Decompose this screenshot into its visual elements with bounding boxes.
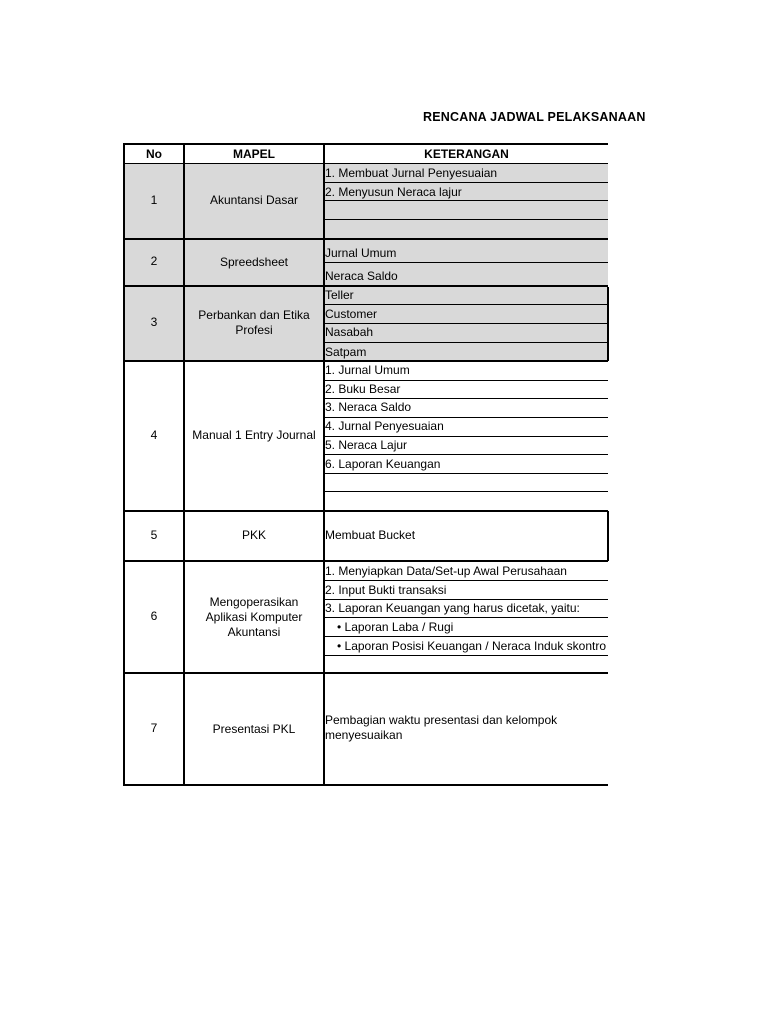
row-4-line-5 [325,454,608,455]
row-6-no: 6 [150,609,158,623]
row-6-keterangan-3: 3. Laporan Keuangan yang harus dicetak, yaitu: [325,601,580,615]
row-6-line-3 [325,617,608,618]
row-2-keterangan-1: Jurnal Umum [325,246,397,260]
row-1-no: 1 [150,193,158,207]
row-3-no: 3 [150,315,158,329]
table-left-border [123,143,125,786]
row-2-line-1 [325,262,608,263]
row-4-keterangan-2: 2. Buku Besar [325,382,401,396]
row-5-no: 5 [150,528,158,542]
row-4-line-3 [325,417,608,418]
row-6-keterangan-5: • Laporan Posisi Keuangan / Neraca Induk skontro [337,639,607,653]
row-4-bottom-border [123,510,608,512]
row-2-bottom-border [123,285,608,287]
row-1-mapel: Akuntansi Dasar [209,193,299,207]
row-6-keterangan-1: 1. Menyiapkan Data/Set-up Awal Perusahaan [325,564,567,578]
row-4-keterangan-5: 5. Neraca Lajur [325,438,408,452]
row-1-line-3 [325,219,608,220]
header-no: No [146,147,162,161]
row-4-no: 4 [150,428,158,442]
row-3-keterangan-2: Customer [325,307,378,321]
row-1-bottom-border [123,238,608,240]
row-5-mapel: PKK [241,528,266,542]
row-5-bottom-border [123,560,608,562]
row-3-mapel-line-2: Profesi [235,323,273,337]
row-6-keterangan-4: • Laporan Laba / Rugi [337,620,454,634]
row-2-mapel: Spreedsheet [219,255,289,269]
row-3-line-2 [325,323,608,324]
row-4-line-6 [325,473,608,474]
row-2-no: 2 [150,254,158,268]
table-bottom-border [123,784,608,786]
row-3-line-1 [325,304,608,305]
row-3-keterangan-1: Teller [325,288,354,302]
row-6-line-2 [325,599,608,600]
row-4-line-7 [325,491,608,492]
row-2-keterangan-2: Neraca Saldo [325,269,398,283]
row-7-keterangan-2: menyesuaikan [325,728,403,742]
row-3-keterangan-3: Nasabah [325,325,374,339]
row-3-line-3 [325,342,608,343]
row-3-keterangan-4: Satpam [325,345,367,359]
row-3-mapel-line-1: Perbankan dan Etika [198,308,310,322]
row-7-no: 7 [150,721,158,735]
row-4-keterangan-1: 1. Jurnal Umum [325,363,410,377]
row-4-keterangan-3: 3. Neraca Saldo [325,400,412,414]
row-3-bottom-border [123,360,608,362]
row-7-mapel: Presentasi PKL [212,722,296,736]
row-6-line-4 [325,636,608,637]
row-6-mapel-line-1: Mengoperasikan [209,595,299,609]
header-keterangan: KETERANGAN [424,147,509,161]
row-4-keterangan-6: 6. Laporan Keuangan [325,457,441,471]
row-6-line-5 [325,655,608,656]
row-1-keterangan-1: 1. Membuat Jurnal Penyesuaian [325,166,498,180]
row-7-keterangan-1: Pembagian waktu presentasi dan kelompok [325,713,558,727]
row-6-bottom-border [123,672,608,674]
column-divider-no [183,143,185,786]
row-1-keterangan-2: 2. Menyusun Neraca lajur [325,185,462,199]
page-title: RENCANA JADWAL PELAKSANAAN [423,110,646,124]
row-1-line-1 [325,182,608,183]
row-4-line-1 [325,380,608,381]
row-4-line-4 [325,436,608,437]
row-6-mapel-line-3: Akuntansi [227,625,281,639]
row-6-line-1 [325,580,608,581]
row-6-keterangan-2: 2. Input Bukti transaksi [325,583,447,597]
row-1-line-2 [325,200,608,201]
header-mapel: MAPEL [233,147,275,161]
row-6-mapel-line-2: Aplikasi Komputer [205,610,303,624]
row-4-line-2 [325,398,608,399]
row-5-keterangan-1: Membuat Bucket [325,528,416,542]
row-4-mapel: Manual 1 Entry Journal [192,428,316,442]
row-4-keterangan-4: 4. Jurnal Penyesuaian [325,419,444,433]
